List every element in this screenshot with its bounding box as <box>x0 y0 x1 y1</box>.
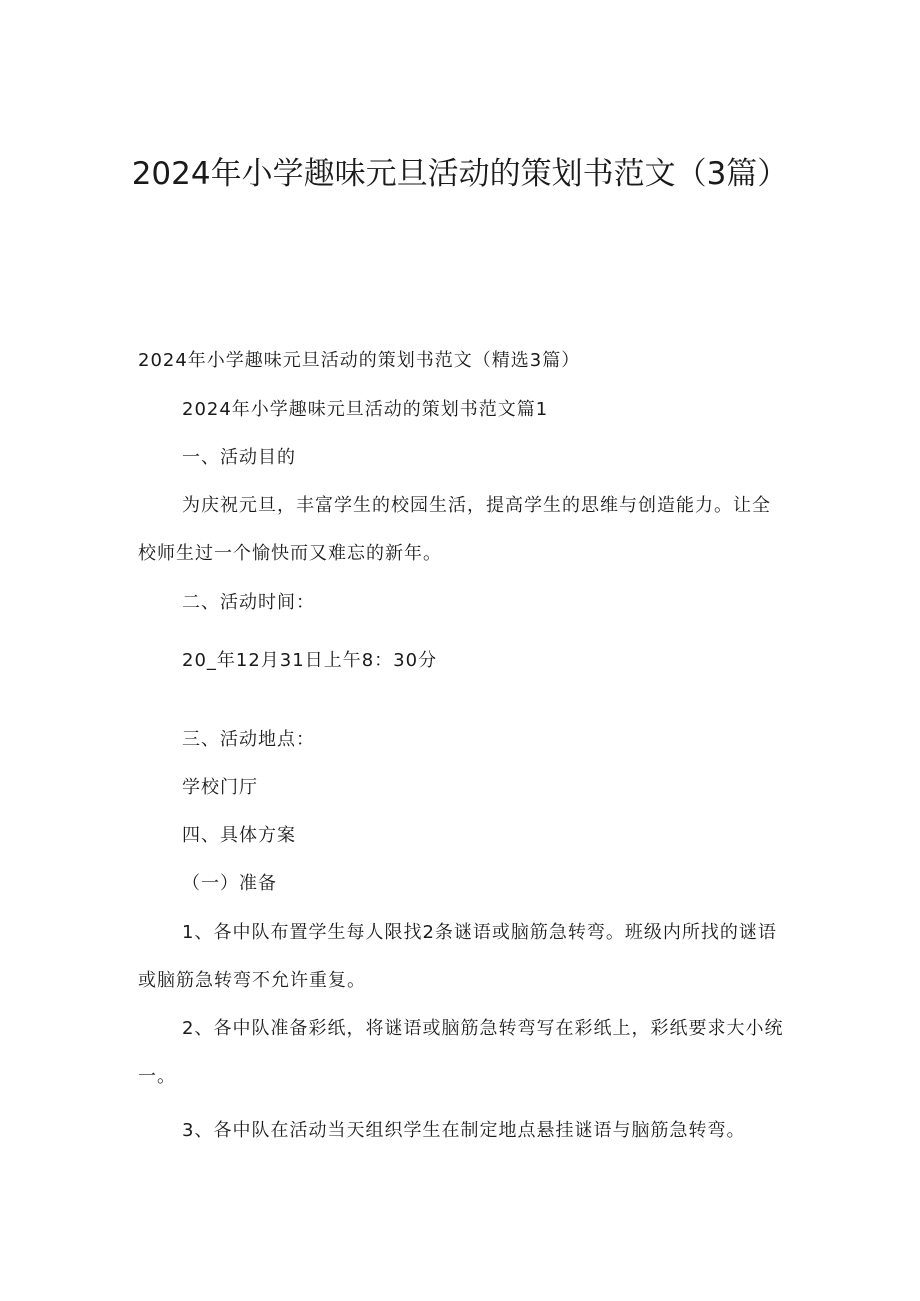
list-item: 1、各中队布置学生每人限找2条谜语或脑筋急转弯。班级内所找的谜语或脑筋急转弯不允许重复。 <box>138 922 777 991</box>
place-heading: 三、活动地点： <box>182 729 315 750</box>
document-title: 2024年小学趣味元旦活动的策划书范文（3篇） <box>131 156 789 192</box>
list-item: 2、各中队准备彩纸，将谜语或脑筋急转弯写在彩纸上，彩纸要求大小统一。 <box>138 1018 784 1087</box>
purpose-paragraph: 为庆祝元旦，丰富学生的校园生活，提高学生的思维与创造能力。让全校师生过一个愉快而又难忘的新年。 <box>138 495 771 564</box>
document-subtitle: 2024年小学趣味元旦活动的策划书范文（精选3篇） <box>138 350 581 371</box>
list-item: 3、各中队在活动当天组织学生在制定地点悬挂谜语与脑筋急转弯。 <box>182 1120 746 1141</box>
place-paragraph: 学校门厅 <box>182 777 258 798</box>
prep-heading: （一）准备 <box>182 873 277 894</box>
time-heading: 二、活动时间： <box>182 592 315 613</box>
time-paragraph: 20_年12月31日上午8：30分 <box>182 650 438 671</box>
plan-heading: 四、具体方案 <box>182 825 296 846</box>
section-heading: 2024年小学趣味元旦活动的策划书范文篇1 <box>182 399 549 420</box>
purpose-heading: 一、活动目的 <box>182 447 296 468</box>
